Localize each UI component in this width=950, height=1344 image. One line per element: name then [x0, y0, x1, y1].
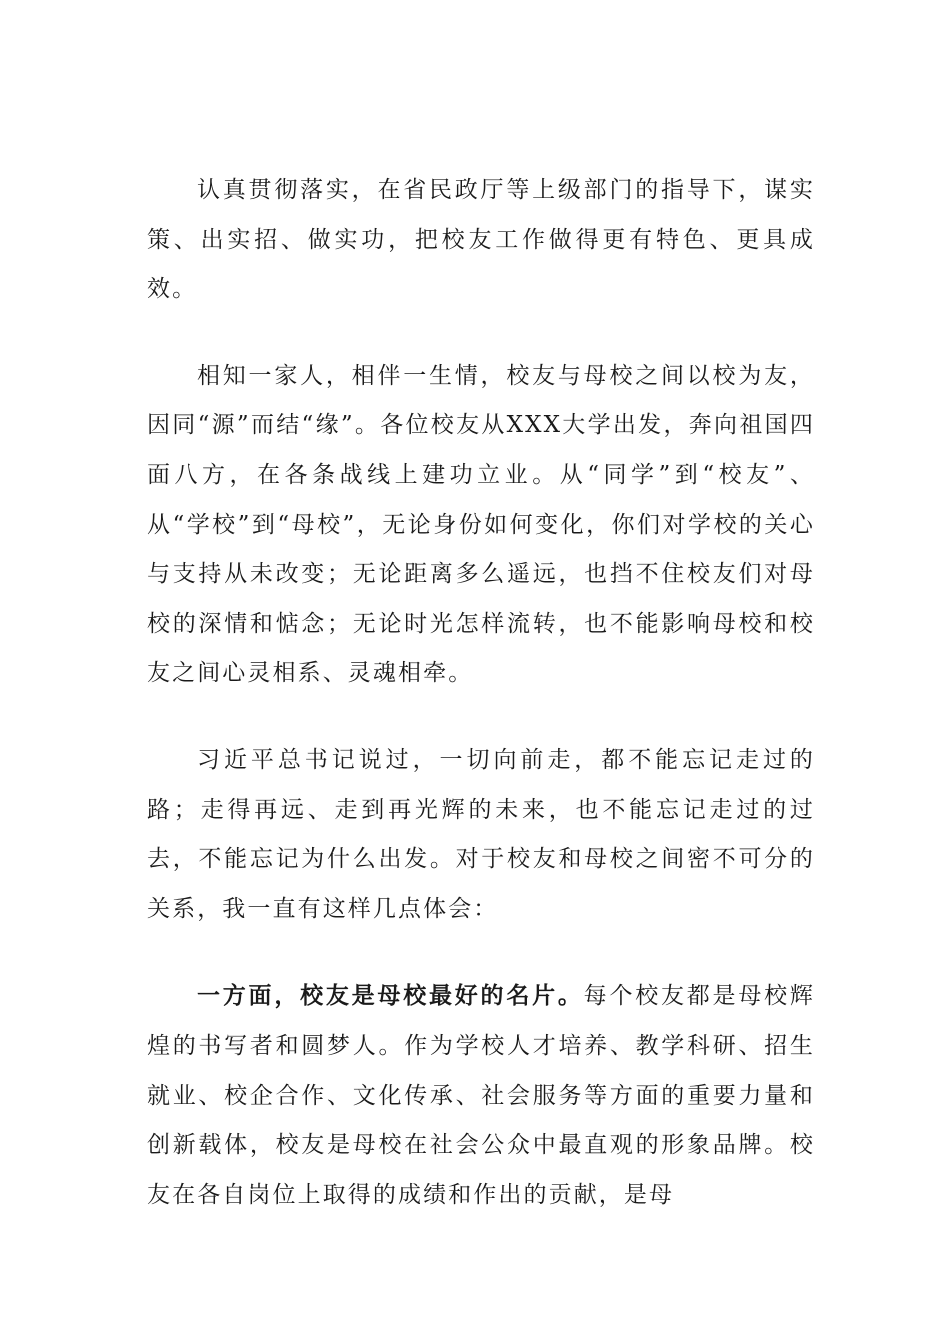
- document-page: [147, 166, 815, 1257]
- paragraph-4-text: 每个校友都是母校辉煌的书写者和圆梦人。作为学校人才培养、教学科研、招生就业、校企合作、文化传承、社会服务等方面的重要力量和创新载体，校友是母校在社会公众中最直观的形象品牌。校友在各自岗位上取得的成绩和作出的贡献，是母: [147, 983, 815, 1208]
- paragraph-4: [147, 971, 815, 1220]
- paragraph-1: [147, 166, 815, 315]
- paragraph-1-text: 认真贯彻落实，在省民政厅等上级部门的指导下，谋实策、出实招、做实功，把校友工作做得更有特色、更具成效。: [147, 177, 815, 303]
- paragraph-4-lead: 一方面，校友是母校最好的名片。: [197, 982, 584, 1010]
- paragraph-3: [147, 736, 815, 934]
- paragraph-2: [147, 352, 815, 699]
- paragraph-3-text: 习近平总书记说过，一切向前走，都不能忘记走过的路；走得再远、走到再光辉的未来，也不能忘记走过的过去，不能忘记为什么出发。对于校友和母校之间密不可分的关系，我一直有这样几点体会：: [147, 746, 815, 922]
- paragraph-2-text: 相知一家人，相伴一生情，校友与母校之间以校为友，因同“源”而结“缘”。各位校友从XXX大学出发，奔向祖国四面八方，在各条战线上建功立业。从“同学”到“校友”、从“学校”到“母校”，无论身份如何变化，你们对学校的关心与支持从未改变；无论距离多么遥远，也挡不住校友们对母校的深情和惦念；无论时光怎样流转，也不能影响母校和校友之间心灵相系、灵魂相牵。: [147, 362, 815, 687]
